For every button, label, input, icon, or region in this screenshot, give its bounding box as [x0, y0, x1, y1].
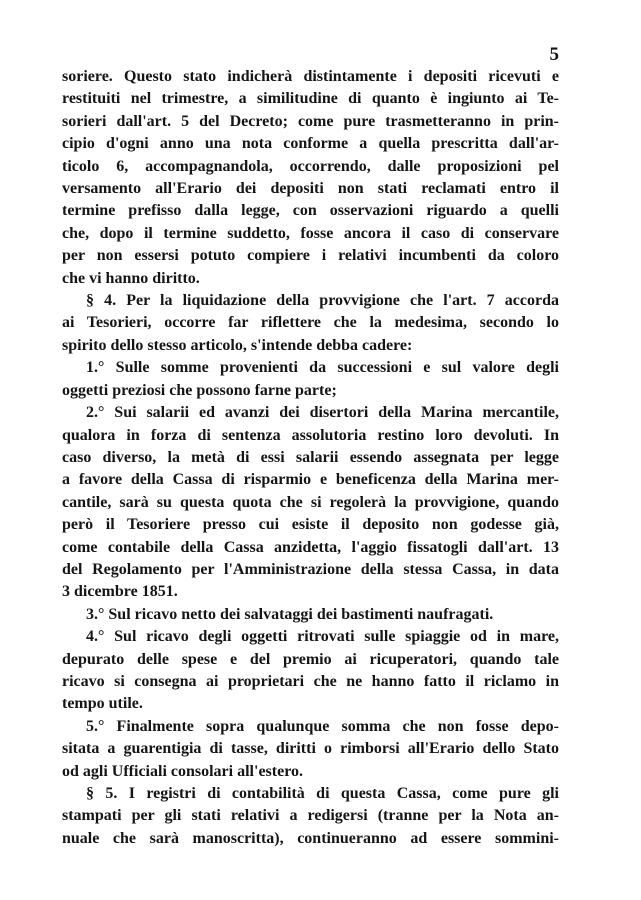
- text-line: sorieri dall'art. 5 del Decreto; come pure trasmetteranno in prin-: [62, 112, 559, 130]
- text-line: che, dopo il termine suddetto, fosse ancora il caso di conservare: [62, 224, 559, 242]
- paragraph-item-2: [62, 402, 559, 604]
- text-line: termine prefisso dalla legge, con osservazioni riguardo a quelli: [62, 202, 559, 220]
- text-line: a favore della Cassa di risparmio e beneficenza della Marina mer-: [62, 471, 559, 489]
- text-line: cantile, sarà su questa quota che si regolerà la provvigione, quando: [62, 493, 559, 511]
- text-line: depurato delle spese e del premio ai ricuperatori, quando tale: [62, 650, 559, 668]
- text-line: ticolo 6, accompagnandola, occorrendo, dalle proposizioni pel: [62, 157, 559, 175]
- text-line: per non essersi potuto compiere i relativi incumbenti da coloro: [62, 247, 559, 265]
- text-line: 3 dicembre 1851.: [62, 583, 178, 601]
- paragraph-continuation: [62, 66, 559, 290]
- text-line: caso diverso, la metà di essi salarii essendo assegnata per legge: [62, 448, 559, 466]
- text-line: spirito dello stesso articolo, s'intende debba cadere:: [62, 336, 413, 354]
- paragraph-section-5: [62, 783, 559, 850]
- text-line: versamento all'Erario dei depositi non stati reclamati entro il: [62, 180, 559, 198]
- text-line: 4.° Sul ricavo degli oggetti ritrovati sulle spiaggie od in mare,: [86, 628, 559, 646]
- text-line: qualora in forza di sentenza assolutoria restino loro devoluti. In: [62, 426, 559, 444]
- text-line: ai Tesorieri, occorre far riflettere che la medesima, secondo lo: [62, 314, 559, 332]
- text-line: stampati per gli stati relativi a redigersi (tranne per la Nota an-: [62, 807, 559, 825]
- text-line: sitata a guarentigia di tasse, diritti o rimborsi all'Erario dello Stato: [62, 740, 559, 758]
- text-line: soriere. Questo stato indicherà distintamente i depositi ricevuti e: [62, 68, 559, 85]
- paragraph-section-4: [62, 290, 559, 357]
- text-line: cipio d'ogni anno una nota conforme a quella prescritta dall'ar-: [62, 135, 559, 153]
- text-line: nuale che sarà manoscritta), continueranno ad essere sommini-: [62, 829, 559, 847]
- text-line: restituiti nel trimestre, a similitudine di quanto è ingiunto ai Te-: [62, 90, 559, 108]
- text-line: però il Tesoriere presso cui esiste il deposito non godesse già,: [62, 516, 559, 534]
- paragraph-item-1: [62, 357, 559, 402]
- body-text: [62, 66, 559, 850]
- text-line: § 5. I registri di contabilità di questa Cassa, come pure gli: [86, 785, 559, 802]
- paragraph-item-4: [62, 626, 559, 716]
- text-line: od agli Ufficiali consolari all'estero.: [62, 762, 304, 780]
- text-line: 1.° Sulle somme provenienti da successioni e sul valore degli: [86, 359, 559, 377]
- text-line: § 4. Per la liquidazione della provvigione che l'art. 7 accorda: [86, 292, 559, 310]
- text-line: 2.° Sui salarii ed avanzi dei disertori della Marina mercantile,: [86, 404, 559, 422]
- text-line: 3.° Sul ricavo netto dei salvataggi dei bastimenti naufragati.: [86, 605, 494, 623]
- text-line: ricavo si consegna ai proprietari che ne hanno fatto il riclamo in: [62, 672, 559, 690]
- text-line: come contabile della Cassa anzidetta, l'aggio fissatogli dall'art. 13: [62, 538, 559, 556]
- text-line: 5.° Finalmente sopra qualunque somma che non fosse depo-: [86, 717, 559, 735]
- page-number: 5: [549, 44, 559, 65]
- text-line: che vi hanno diritto.: [62, 269, 200, 287]
- text-line: oggetti preziosi che possono farne parte;: [62, 381, 337, 399]
- paragraph-item-3: [62, 604, 559, 626]
- text-line: del Regolamento per l'Amministrazione della stessa Cassa, in data: [62, 560, 559, 578]
- paragraph-item-5: [62, 716, 559, 783]
- text-line: tempo utile.: [62, 695, 143, 713]
